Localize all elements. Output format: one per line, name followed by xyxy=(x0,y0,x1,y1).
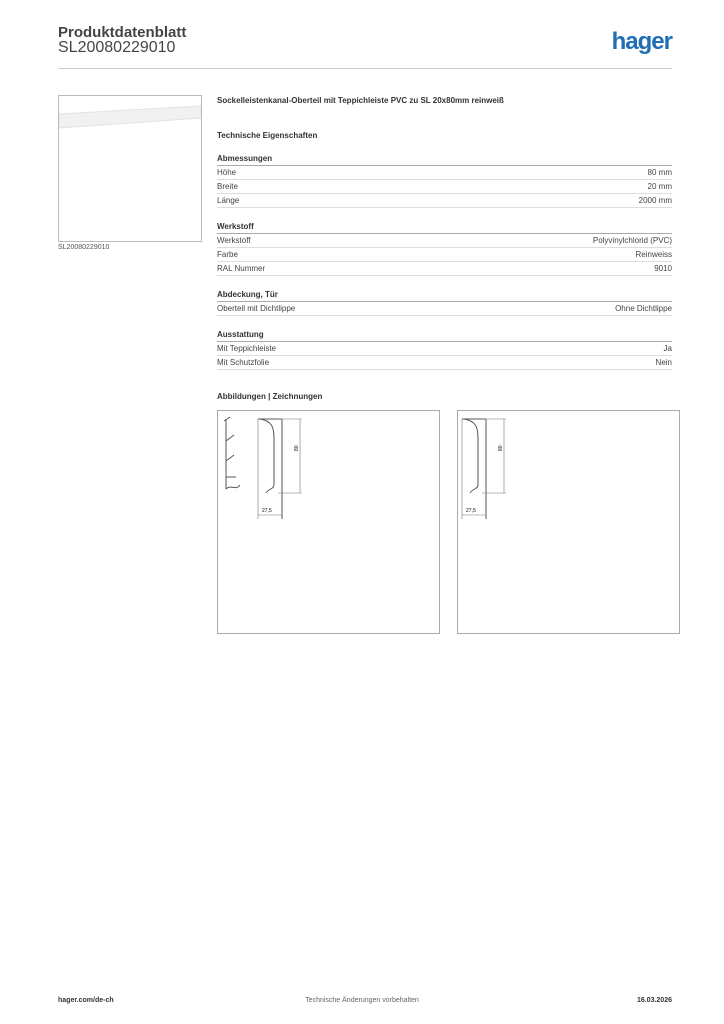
spec-section xyxy=(217,222,672,276)
footer-url[interactable]: hager.com/de-ch xyxy=(58,997,114,1004)
section-heading: Ausstattung xyxy=(217,330,672,342)
spec-label: Werkstoff xyxy=(217,236,251,245)
dim-height: 80 xyxy=(294,445,300,451)
drawings-heading: Abbildungen | Zeichnungen xyxy=(217,392,323,401)
image-caption: SL20080229010 xyxy=(58,244,110,251)
product-title: Sockelleistenkanal-Oberteil mit Teppichleiste PVC zu SL 20x80mm reinweiß xyxy=(217,96,504,105)
spec-label: Mit Schutzfolie xyxy=(217,358,270,367)
drawing-2 xyxy=(457,410,680,634)
spec-label: Mit Teppichleiste xyxy=(217,344,276,353)
spec-label: RAL Nummer xyxy=(217,264,266,273)
section-heading: Werkstoff xyxy=(217,222,672,234)
spec-row xyxy=(217,166,672,180)
spec-row xyxy=(217,194,672,208)
product-code: SL20080229010 xyxy=(58,39,176,56)
drawing-1 xyxy=(217,410,440,634)
spec-section xyxy=(217,290,672,316)
spec-value: Polyvinylchlorid (PVC) xyxy=(592,236,672,245)
footer-date: 16.03.2026 xyxy=(636,997,672,1004)
spec-label: Farbe xyxy=(217,250,238,259)
page-title: Produktdatenblatt xyxy=(58,24,187,41)
divider xyxy=(58,68,672,69)
spec-label: Höhe xyxy=(217,168,237,177)
spec-row xyxy=(217,248,672,262)
spec-section xyxy=(217,154,672,208)
footer-note: Technische Änderungen vorbehalten xyxy=(305,997,419,1004)
tech-heading: Technische Eigenschaften xyxy=(217,131,318,140)
spec-label: Oberteil mit Dichtlippe xyxy=(217,304,296,313)
spec-value: Nein xyxy=(655,358,672,367)
spec-row xyxy=(217,262,672,276)
dim-height: 80 xyxy=(498,445,504,451)
section-heading: Abmessungen xyxy=(217,154,672,166)
spec-label: Breite xyxy=(217,182,238,191)
spec-label: Länge xyxy=(217,196,240,205)
spec-value: 2000 mm xyxy=(638,196,672,205)
spec-value: Ohne Dichtlippe xyxy=(615,304,672,313)
spec-row xyxy=(217,342,672,356)
spec-value: 20 mm xyxy=(647,182,672,191)
hager-logo: hager xyxy=(611,28,672,55)
spec-value: 80 mm xyxy=(647,168,672,177)
spec-row xyxy=(217,356,672,370)
spec-column xyxy=(217,96,672,370)
spec-value: 9010 xyxy=(654,264,672,273)
dim-width: 27,5 xyxy=(466,508,476,514)
spec-value: Reinweiss xyxy=(635,250,672,259)
dim-width: 27,5 xyxy=(262,508,272,514)
spec-row xyxy=(217,234,672,248)
section-heading: Abdeckung, Tür xyxy=(217,290,672,302)
spec-value: Ja xyxy=(663,344,672,353)
spec-row xyxy=(217,302,672,316)
product-image xyxy=(58,95,202,242)
spec-row xyxy=(217,180,672,194)
spec-section xyxy=(217,330,672,370)
